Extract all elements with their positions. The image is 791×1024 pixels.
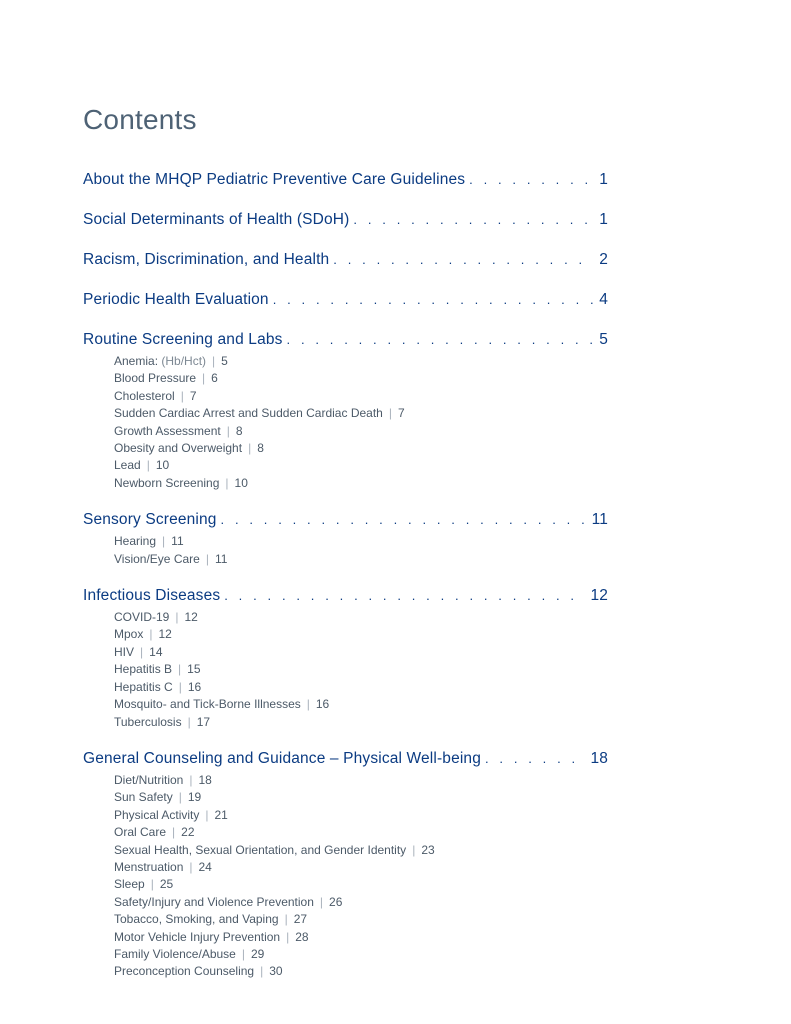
page-title: Contents: [83, 104, 197, 135]
toc-subentry-label: Motor Vehicle Injury Prevention: [114, 929, 281, 944]
toc-subentry-label: Cholesterol: [114, 388, 175, 403]
toc-subentry-label: Sexual Health, Sexual Orientation, and Gender Identity: [114, 842, 407, 857]
toc-entry-page: 11: [591, 511, 608, 529]
toc-subentry[interactable]: [114, 388, 608, 405]
separator: |: [162, 534, 166, 549]
separator: |: [248, 441, 252, 456]
toc-subentry-page: 15: [187, 662, 201, 677]
toc-entry-label: Racism, Discrimination, and Health: [83, 251, 330, 268]
toc-subentry[interactable]: [114, 963, 608, 980]
toc-subentry[interactable]: [114, 457, 608, 474]
toc-subentry[interactable]: [114, 772, 608, 789]
separator: |: [150, 877, 154, 892]
separator: |: [189, 859, 193, 874]
toc-subentry-label: Sleep: [114, 877, 145, 892]
toc-section: [83, 288, 608, 312]
toc-entry[interactable]: [83, 248, 608, 272]
toc-entry-page: 4: [599, 291, 608, 308]
toc-subentry-page: 12: [184, 610, 198, 625]
toc-subentry-page: 30: [269, 964, 283, 979]
separator: |: [284, 912, 288, 927]
toc-section: [83, 168, 608, 192]
toc-subentry-label: Mpox: [114, 627, 144, 642]
toc-entry[interactable]: [83, 208, 608, 232]
dot-leader: [469, 168, 593, 192]
toc-entry-page: 18: [590, 749, 608, 767]
toc-subentry[interactable]: [114, 911, 608, 928]
toc-section: [83, 747, 608, 981]
toc-subentry-label: Menstruation: [114, 859, 184, 874]
toc-subentry-page: 7: [189, 388, 197, 403]
toc-subentry-label: Blood Pressure: [114, 371, 197, 386]
toc-subentry-page: 12: [158, 627, 172, 642]
separator: |: [205, 807, 209, 822]
toc-subentry-label: Oral Care: [114, 825, 167, 840]
separator: |: [306, 697, 310, 712]
toc-subentry-page: 23: [421, 842, 435, 857]
toc-subentry-page: 26: [329, 894, 343, 909]
toc-subentry-page: 24: [198, 859, 212, 874]
toc-subentry[interactable]: [114, 661, 608, 678]
separator: |: [226, 423, 230, 438]
separator: |: [260, 964, 264, 979]
toc-entry-page: 12: [590, 587, 608, 605]
toc-subentry[interactable]: [114, 475, 608, 492]
toc-subentry-label: Mosquito- and Tick-Borne Illnesses: [114, 697, 301, 712]
toc-subentry[interactable]: [114, 370, 608, 387]
toc-entry-label: About the MHQP Pediatric Preventive Care Guidelines: [83, 171, 466, 188]
toc-section: [83, 248, 608, 272]
separator: |: [286, 929, 290, 944]
toc-subentries: [114, 533, 608, 568]
dot-leader: [224, 584, 584, 608]
toc-entry-label: Sensory Screening: [83, 511, 217, 529]
toc-entry-label: Infectious Diseases: [83, 587, 221, 605]
toc-subentry-label: Vision/Eye Care: [114, 551, 200, 566]
toc-subentry-page: 21: [214, 807, 228, 822]
toc-subentry-page: 29: [250, 946, 265, 961]
toc-subentry-label: Hepatitis C: [114, 679, 173, 694]
toc-subentry[interactable]: [114, 551, 608, 568]
toc-subentry[interactable]: [114, 423, 608, 440]
separator: |: [241, 946, 245, 961]
toc-subentry-page: 28: [295, 929, 309, 944]
toc-entry[interactable]: [83, 584, 608, 608]
toc-subentry[interactable]: [114, 644, 608, 661]
separator: |: [178, 662, 182, 677]
toc-entry-label: Social Determinants of Health (SDoH): [83, 211, 350, 228]
toc-subentry-page: 25: [159, 877, 174, 892]
toc-subentry[interactable]: [114, 894, 608, 911]
toc-entry-page: 2: [599, 251, 608, 268]
toc-subentry-label: HIV: [114, 644, 135, 659]
toc-subentry-label: Sudden Cardiac Arrest and Sudden Cardiac Death: [114, 406, 383, 421]
toc-subentry[interactable]: [114, 405, 608, 422]
toc-subentry-label: Tobacco, Smoking, and Vaping: [114, 912, 279, 927]
separator: |: [146, 458, 150, 473]
dot-leader: [287, 328, 594, 352]
toc-subentry-label: Diet/Nutrition: [114, 772, 184, 787]
toc-subentry-label: Anemia:: [114, 354, 159, 368]
toc-subentry[interactable]: [114, 824, 608, 841]
separator: |: [175, 610, 179, 625]
toc-subentry-page: 5: [221, 354, 228, 368]
toc-entry-label: Periodic Health Evaluation: [83, 291, 269, 308]
toc-subentry[interactable]: [114, 714, 608, 731]
toc-subentry-label: Physical Activity: [114, 807, 200, 822]
separator: |: [187, 714, 191, 729]
toc-section: [83, 208, 608, 232]
toc-section: [83, 328, 608, 492]
toc-subentry[interactable]: [114, 609, 608, 626]
toc-entry[interactable]: [83, 288, 608, 312]
toc-subentry[interactable]: [114, 679, 608, 696]
separator: |: [225, 475, 229, 490]
toc-subentry[interactable]: [114, 876, 608, 893]
toc-entry-label: Routine Screening and Labs: [83, 331, 283, 348]
separator: |: [172, 825, 176, 840]
separator: |: [180, 388, 184, 403]
toc-subentry-page: 10: [155, 458, 170, 473]
toc-subentry-label: Growth Assessment: [114, 423, 221, 438]
toc-subentry[interactable]: [114, 929, 608, 946]
separator: |: [189, 772, 193, 787]
toc-subentry-page: 18: [198, 772, 212, 787]
toc-subentry-label: Family Violence/Abuse: [114, 946, 236, 961]
toc-subentry[interactable]: [114, 696, 608, 713]
toc-entry[interactable]: [83, 508, 608, 532]
separator: |: [205, 551, 209, 566]
toc-subentry-page: 11: [214, 551, 228, 566]
toc-subentry-page: 6: [211, 371, 218, 386]
toc-subentry-page: 8: [257, 441, 264, 456]
toc-subentry-label: Tuberculosis: [114, 714, 182, 729]
toc-subentry-page: 16: [315, 697, 330, 712]
toc-subentry-page: 7: [397, 406, 405, 421]
toc-subentry-page: 22: [181, 825, 195, 840]
toc-subentry-label: Sun Safety: [114, 790, 173, 805]
dot-leader: [485, 747, 584, 771]
toc-subentry-page: 17: [196, 714, 211, 729]
toc-section: [83, 584, 608, 731]
table-of-contents: [83, 168, 608, 997]
toc-subentries: [114, 353, 608, 492]
toc-subentry-label: Hearing: [114, 534, 157, 549]
toc-entry-label: General Counseling and Guidance – Physical Well-being: [83, 749, 481, 767]
toc-entry[interactable]: [83, 168, 608, 192]
separator: |: [212, 354, 216, 368]
toc-subentry[interactable]: [114, 807, 608, 824]
separator: |: [202, 371, 206, 386]
toc-subentry-label: COVID-19: [114, 610, 170, 625]
toc-subentry-page: 16: [187, 679, 202, 694]
toc-subentry-label: Safety/Injury and Violence Prevention: [114, 894, 314, 909]
toc-subentry[interactable]: [114, 353, 608, 370]
toc-subentry[interactable]: [114, 946, 608, 963]
toc-subentry[interactable]: [114, 440, 608, 457]
toc-subentry[interactable]: [114, 842, 608, 859]
separator: |: [412, 842, 416, 857]
separator: |: [178, 790, 182, 805]
toc-subentry-label: Newborn Screening: [114, 475, 220, 490]
toc-entry-page: 1: [599, 211, 608, 228]
dot-leader: [333, 248, 593, 272]
toc-subentry-page: 14: [149, 644, 163, 659]
toc-subentry-page: 8: [235, 423, 243, 438]
toc-entry-page: 1: [599, 171, 608, 188]
toc-subentry[interactable]: [114, 859, 608, 876]
separator: |: [140, 644, 144, 659]
separator: |: [388, 406, 392, 421]
toc-subentry-page: 19: [187, 790, 202, 805]
toc-subentry-label: Hepatitis B: [114, 662, 173, 677]
separator: |: [149, 627, 153, 642]
toc-subentry-page: 10: [234, 475, 248, 490]
toc-subentry-label: Obesity and Overweight: [114, 441, 243, 456]
toc-entry[interactable]: [83, 328, 608, 352]
toc-subentry-label: Preconception Counseling: [114, 964, 255, 979]
dot-leader: [273, 288, 594, 312]
toc-subentry[interactable]: [114, 533, 608, 550]
toc-subentry[interactable]: [114, 789, 608, 806]
toc-section: [83, 508, 608, 568]
dot-leader: [221, 508, 586, 532]
toc-entry-page: 5: [599, 331, 608, 348]
toc-subentry-page: 11: [171, 534, 184, 549]
toc-subentry-label: Lead: [114, 458, 141, 473]
toc-entry[interactable]: [83, 747, 608, 771]
toc-subentry-page: 27: [293, 912, 308, 927]
toc-subentries: [114, 609, 608, 731]
toc-subentries: [114, 772, 608, 981]
toc-subentry[interactable]: [114, 626, 608, 643]
dot-leader: [353, 208, 593, 232]
separator: |: [178, 679, 182, 694]
toc-subentry-note: (Hb/Hct): [161, 354, 207, 368]
separator: |: [319, 894, 324, 909]
